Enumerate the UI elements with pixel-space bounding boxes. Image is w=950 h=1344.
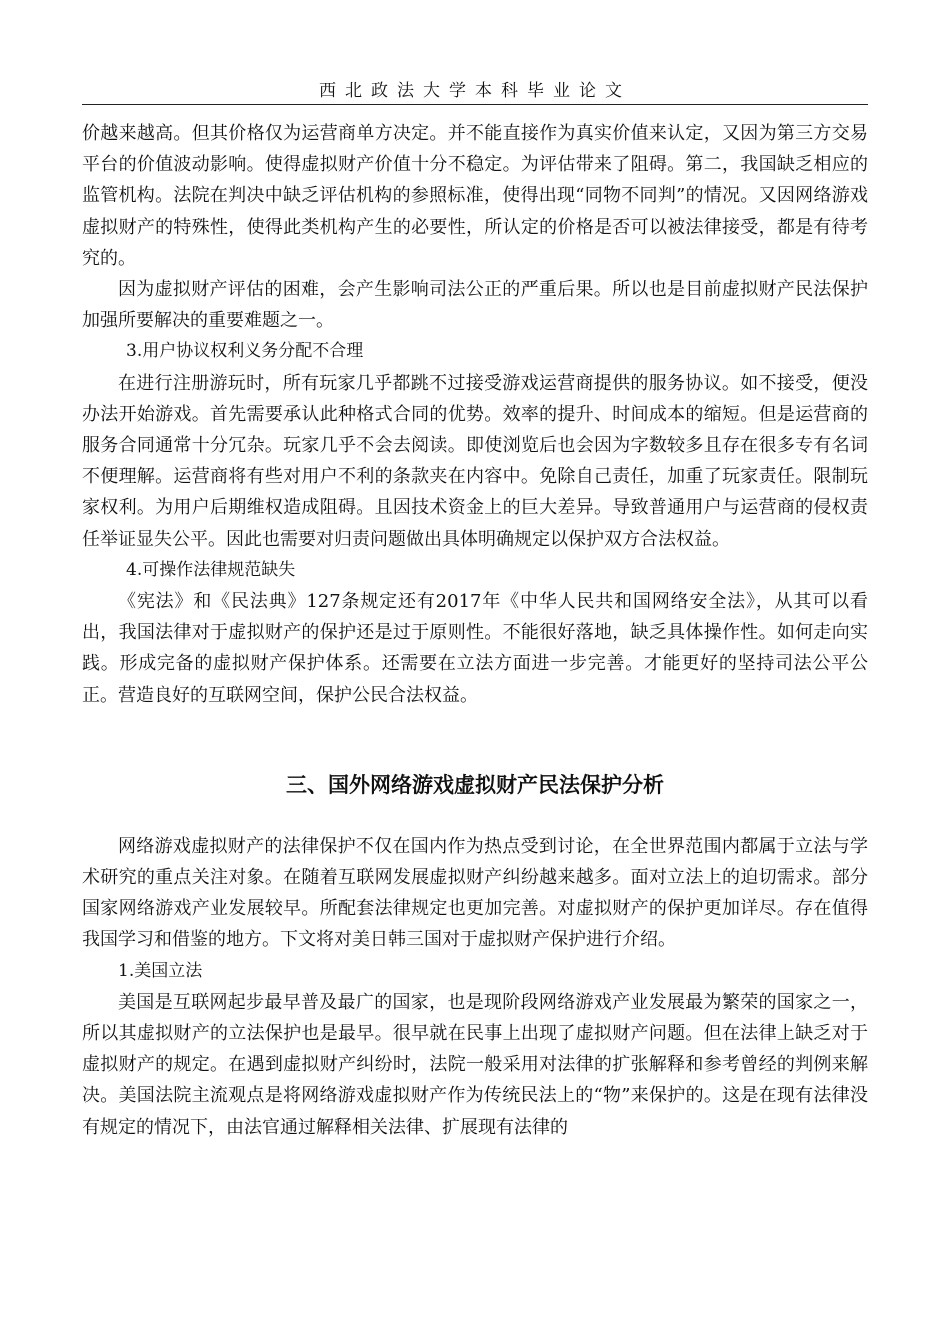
running-header: 西北政法大学本科毕业论文 <box>319 81 631 101</box>
subheading-missing-norms: 4.可操作法律规范缺失 <box>126 559 296 580</box>
section-heading: 三、国外网络游戏虚拟财产民法保护分析 <box>286 772 664 797</box>
paragraph-user-agreement: 在进行注册游玩时，所有玩家几乎都跳不过接受游戏运营商提供的服务协议。如不接受，便没办法开始游戏。首先需要承认此种格式合同的优势。效率的提升、时间成本的缩短。但是运营商的服务合同通常十分冗杂。玩家几乎不会去阅读。即使浏览后也会因为字数较多且存在很多专有名词不便理解。运营商将有些对用户不利的条款夹在内容中。免除自己责任，加重了玩家责任。限制玩家权利。为用户后期维权造成阻碍。且因技术资金上的巨大差异。导致普通用户与运营商的侵权责任举证显失公平。因此也需要对归责问题做出具体明确规定以保护双方合法权益。 <box>82 372 868 550</box>
paragraph-missing-norms: 《宪法》和《民法典》127条规定还有2017年《中华人民共和国网络安全法》，从其可以看出，我国法律对于虚拟财产的保护还是过于原则性。不能很好落地，缺乏具体操作性。如何走向实践。形成完备的虚拟财产保护体系。还需要在立法方面进一步完善。才能更好的坚持司法公平公正。营造良好的互联网空间，保护公民合法权益。 <box>82 591 868 706</box>
paragraph-us-legislation: 美国是互联网起步最早普及最广的国家，也是现阶段网络游戏产业发展最为繁荣的国家之一，所以其虚拟财产的立法保护也是最早。很早就在民事上出现了虚拟财产问题。但在法律上缺乏对于虚拟财产的规定。在遇到虚拟财产纠纷时，法院一般采用对法律的扩张解释和参考曾经的判例来解决。美国法院主流观点是将网络游戏虚拟财产作为传统民法上的“物”来保护的。这是在现有法律没有规定的情况下，由法官通过解释相关法律、扩展现有法律的 <box>82 991 868 1138</box>
paragraph-valuation-difficulty: 价越来越高。但其价格仅为运营商单方决定。并不能直接作为真实价值来认定，又因为第三方交易平台的价值波动影响。使得虚拟财产价值十分不稳定。为评估带来了阻碍。第二，我国缺乏相应的监管机构。法院在判决中缺乏评估机构的参照标准，使得出现“同物不同判”的情况。又因网络游戏虚拟财产的特殊性，使得此类机构产生的必要性，所认定的价格是否可以被法律接受，都是有待考究的。 <box>82 123 868 269</box>
section-spacer <box>82 711 868 769</box>
section-spacer <box>82 801 868 831</box>
paragraph-foreign-intro: 网络游戏虚拟财产的法律保护不仅在国内作为热点受到讨论，在全世界范围内都属于立法与学术研究的重点关注对象。在随着互联网发展虚拟财产纠纷越来越多。面对立法上的迫切需求。部分国家网络游戏产业发展较早。所配套法律规定也更加完善。对虚拟财产的保护更加详尽。存在值得我国学习和借鉴的地方。下文将对美日韩三国对于虚拟财产保护进行介绍。 <box>82 835 868 951</box>
subheading-user-agreement: 3.用户协议权利义务分配不合理 <box>126 341 364 362</box>
header-rule <box>82 104 868 105</box>
document-body <box>82 118 868 1143</box>
paragraph-valuation-consequence: 因为虚拟财产评估的困难，会产生影响司法公正的严重后果。所以也是目前虚拟财产民法保护加强所要解决的重要难题之一。 <box>82 279 868 332</box>
subheading-us-legislation: 1.美国立法 <box>118 960 203 981</box>
